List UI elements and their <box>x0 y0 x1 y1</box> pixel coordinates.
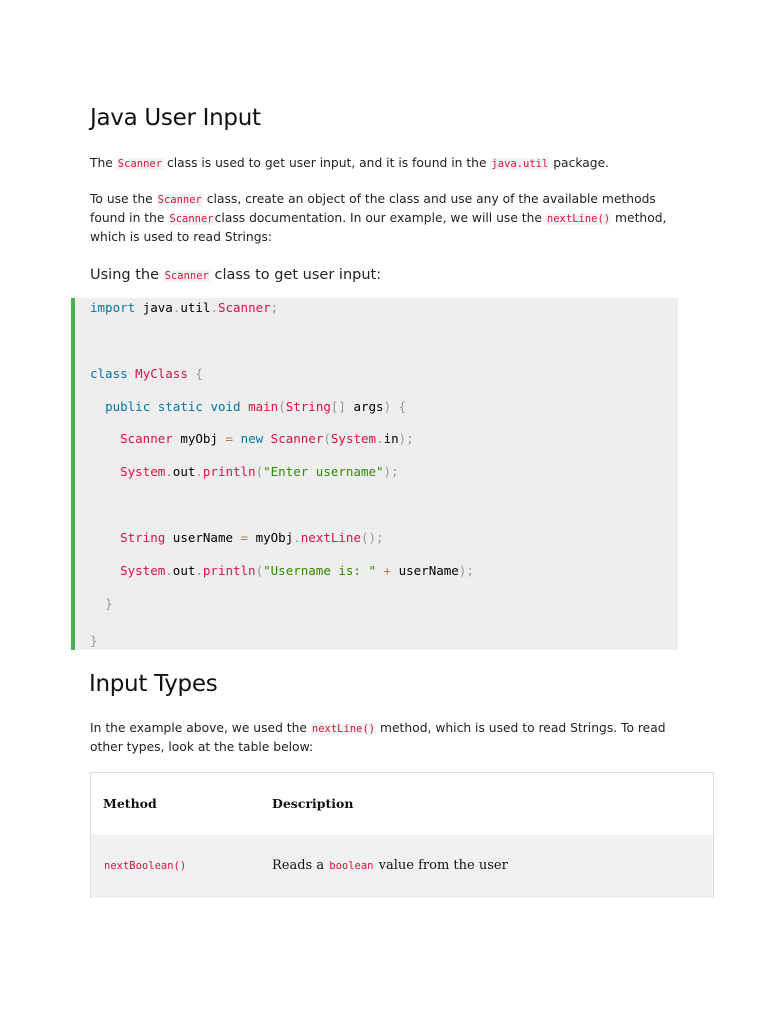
text: method, which is used to read Strings. To read other types, look at the table below: <box>90 721 666 754</box>
description-cell <box>272 835 508 897</box>
column-header-description: Description <box>272 796 354 811</box>
text: The <box>90 156 117 170</box>
example-heading <box>90 265 680 286</box>
code-token: ( <box>255 464 264 479</box>
code-token: Scanner <box>120 431 173 446</box>
text: class to get user input: <box>209 267 382 283</box>
intro-paragraph <box>90 154 680 173</box>
code-token: System <box>120 563 166 578</box>
text: method, which is used to read Strings: <box>90 211 667 244</box>
code-token: "Enter username" <box>263 464 384 479</box>
code-token: { <box>398 399 407 414</box>
code-token: . <box>165 563 173 578</box>
code-token: = <box>240 530 249 545</box>
inline-code: java.util <box>491 158 549 170</box>
text: class is used to get user input, and it is found in the <box>163 156 491 170</box>
code-line <box>90 366 203 381</box>
inline-code: Scanner <box>157 194 202 206</box>
text: To use the <box>90 192 157 206</box>
inline-code: nextBoolean() <box>104 860 187 872</box>
page-title: Java User Input <box>90 105 261 131</box>
code-token: ( <box>278 399 286 414</box>
code-token: + <box>383 563 392 578</box>
code-token: util <box>180 300 211 315</box>
code-token: userName <box>398 563 459 578</box>
methods-table <box>90 772 714 898</box>
code-token: . <box>195 464 203 479</box>
code-token: new <box>240 431 264 446</box>
code-token: = <box>225 431 234 446</box>
code-token: Scanner <box>270 431 324 446</box>
code-line <box>90 300 278 315</box>
code-token: in <box>383 431 399 446</box>
table-row <box>91 835 713 898</box>
column-header-method: Method <box>103 796 157 811</box>
code-token: myObj <box>180 431 218 446</box>
code-token: Scanner <box>217 300 271 315</box>
code-line <box>90 431 414 446</box>
text: Reads a <box>272 858 329 873</box>
input-types-paragraph <box>90 719 680 756</box>
inline-code: nextLine() <box>546 213 611 225</box>
code-token: String <box>120 530 166 545</box>
code-token: System <box>330 431 377 446</box>
text: value from the user <box>374 858 508 873</box>
code-line <box>90 633 98 648</box>
table-header-row <box>91 773 713 835</box>
code-token: ); <box>458 563 474 578</box>
usage-paragraph <box>90 190 680 246</box>
code-token: ( <box>323 431 331 446</box>
method-cell <box>103 835 187 897</box>
code-token: ) <box>383 399 392 414</box>
code-token: . <box>195 563 203 578</box>
code-token: [] <box>330 399 346 414</box>
code-token: . <box>210 300 218 315</box>
inline-code: nextLine() <box>311 723 376 735</box>
code-token: class <box>90 366 128 381</box>
code-token: out <box>172 563 196 578</box>
code-line <box>90 596 113 611</box>
code-token: . <box>172 300 181 315</box>
inline-code: Scanner <box>117 158 163 170</box>
code-token: import <box>90 300 136 315</box>
text: class documentation. In our example, we will use the <box>214 211 546 225</box>
code-token: ( <box>255 563 264 578</box>
code-token: public <box>105 399 151 414</box>
inline-code: boolean <box>329 860 374 872</box>
code-token: (); <box>361 530 384 545</box>
code-token: java <box>142 300 173 315</box>
text: package. <box>549 156 610 170</box>
text: In the example above, we used the <box>90 721 311 735</box>
section-title: Input Types <box>89 671 218 697</box>
code-token: { <box>195 366 203 381</box>
code-token: . <box>165 464 173 479</box>
text: Using the <box>90 267 164 283</box>
code-token: userName <box>172 530 234 545</box>
code-token: String <box>285 399 331 414</box>
code-line <box>90 464 399 479</box>
code-token: nextLine <box>300 530 361 545</box>
inline-code: Scanner <box>164 270 209 282</box>
code-token: out <box>172 464 196 479</box>
inline-code: Scanner <box>169 213 214 225</box>
code-line <box>90 530 384 545</box>
code-token: println <box>202 464 256 479</box>
code-token: . <box>293 530 301 545</box>
code-token: MyClass <box>135 366 188 381</box>
code-token: static <box>157 399 203 414</box>
code-line <box>90 399 406 414</box>
code-token: ; <box>270 300 279 315</box>
code-token: main <box>248 399 279 414</box>
code-token: . <box>376 431 384 446</box>
code-line <box>90 563 474 578</box>
code-token: } <box>90 633 98 648</box>
code-token: println <box>202 563 256 578</box>
code-token: args <box>353 399 384 414</box>
code-example <box>71 298 678 650</box>
code-token: ); <box>398 431 414 446</box>
code-token: myObj <box>255 530 294 545</box>
code-token: ); <box>383 464 399 479</box>
code-token: } <box>105 596 113 611</box>
code-token: "Username is: " <box>263 563 377 578</box>
code-token: System <box>120 464 166 479</box>
text: class, create an object of the class and use any of the available methods found in the <box>90 192 656 225</box>
code-token: void <box>210 399 241 414</box>
